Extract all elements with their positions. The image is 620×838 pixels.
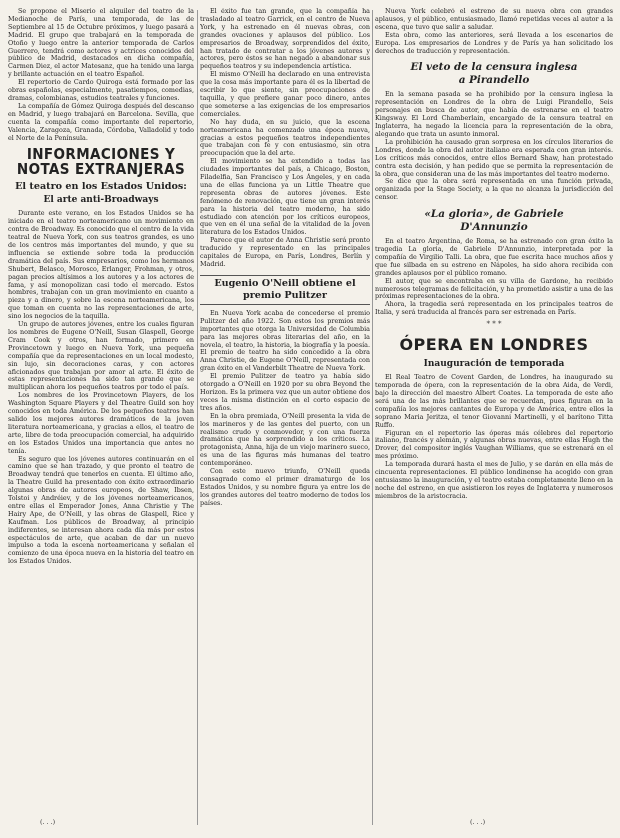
paragraph: Nueva York celebró el estreno de su nueva obra con grandes aplausos, y el público, entusiasmado, llamó repetidas veces al autor a la escena, que tuvo que salir a saludar. (375, 8, 613, 31)
paragraph: La compañía de Gómez Quiroga después del descanso en Madrid, y luego trabajará en Barcelona. Sevilla, que cuenta la compañía como importante del repertorio, Valencia, Zaragoza, Granada, Córdoba, Valladolid y todo el Norte de la Península. (8, 101, 194, 142)
article-title: Eugenio O'Neill obtiene el premio Pulitzer (200, 275, 370, 305)
paragraph: Se dice que la obra será representada en una función privada, organizada por la Stage Society, a la que no alcanza la jurisdicción del censor. (375, 177, 613, 202)
column-1 (8, 8, 194, 828)
paragraph: Se propone el Miserio el alquiler del teatro de la Medianoche de París, una temporada, de las de Septiembre al 15 de Octubre próximos, y luego pasará a Madrid. El grupo que trabajará en la temporada de Otoño y luego entre la anterior temporada de Carlos Guerrero, tendrá como actores y actrices conocidos del público de Madrid, destacados en dicha compañía, Carmen Diez, el actor Matesanz, que ha tenido una larga y brillante actuación en el teatro Español. (8, 8, 194, 79)
column-2 (200, 8, 370, 828)
paragraph: Es seguro que los jóvenes autores continuarán en el camino que se han trazado, y que pronto el teatro de Broadway tendrá que tenerlos en cuenta. El último año, la Theatre Guild ha presentado con éxito extraordinario algunas obras de autores europeos, de Shaw, Ibsen, Tolstoi y Andréiev, y de los jóvenes norteamericanos, entre ellas el Emperador Jones, Anna Christie y The Hairy Ape, de O'Neill, y las obras de Glaspell, Rice y Kaufman. Los públicos de Broadway, al principio indiferentes, se interesan ahora cada día más por estos espectáculos de arte, que acaban de dar un nuevo impulso a toda la escena norteamericana y señalan el comienzo de una época nueva en la historia del teatro en los Estados Unidos. (8, 454, 194, 566)
article-title: El teatro en los Estados Unidos: (15, 181, 187, 193)
paragraph: Esta obra, como las anteriores, será llevada a los escenarios de Europa. Los empresarios de Londres y de París ya han solicitado los derechos de traducción y representación. (375, 30, 613, 55)
paragraph: Parece que el autor de Anna Christie será pronto traducido y representado en las principales capitales de Europa, en París, Londres, Berlín y Madrid. (200, 236, 370, 268)
column-rule (372, 10, 373, 825)
paragraph: El Real Teatro de Covent Garden, de Londres, ha inaugurado su temporada de ópera, con la representación de la obra Aida, de Verdi, bajo la dirección del maestro Albert Coates. La temporada de este año será una de las más brillantes que se recuerdan, pues figuran en la compañía los mejores cantantes de Europa y de América, entre ellos la soprano Maria Jeritza, el tenor Giovanni Martinelli, y el barítono Titta Ruffo. (375, 373, 613, 429)
paragraph: El mismo O'Neill ha declarado en una entrevista que la cosa más importante para él es la libertad de escribir lo que siente, sin preocupaciones de taquilla, y que prefiere ganar poco dinero, antes que someterse a las exigencias de los empresarios comerciales. (200, 70, 370, 118)
paragraph: El repertorio de Cardo Quiroga está formado por las obras españolas, especialmente, pasatiempos, comedias, dramas, colombianas, estudios teatrales y funciones. (8, 78, 194, 102)
section-title: INFORMACIONES Y NOTAS EXTRANJERAS (16, 145, 186, 179)
article-title: «La gloria», de Gabriele (424, 208, 564, 221)
paragraph: Ahora, la tragedia será representada en los principales teatros de Italia, y será traducida al francés para ser estrenada en París. (375, 300, 613, 317)
paragraph: En el teatro Argentina, de Roma, se ha estrenado con gran éxito la tragedia La gloria, de Gabriele D'Annunzio, interpretada por la compañía de Virgilio Talli. La obra, que fue escrita hace muchos años y que fue silbada en su estreno en Nápoles, ha sido ahora recibida con grandes aplausos por el público romano. (375, 237, 613, 277)
paragraph: La temporada durará hasta el mes de Julio, y se darán en ella más de cincuenta representaciones. El público londinense ha acogido con gran entusiasmo la inauguración, y el teatro estaba completamente lleno en la noche del estreno, en que asistieron los reyes de Inglaterra y numerosos miembros de la aristocracia. (375, 460, 613, 500)
paragraph: El autor, que se encontraba en su villa de Gardone, ha recibido numerosos telegramas de felicitación, y ha prometido asistir a una de las próximas representaciones de la obra. (375, 276, 613, 301)
paragraph: Durante este verano, en los Estados Unidos se ha iniciado en el teatro norteamericano un movimiento en contra de Broadway. Es conocido que el centro de la vida teatral de Nueva York, con sus teatros grandes, es uno de los centros más importantes del mundo, y que su influencia se extiende sobre toda la producción dramática del país. Sus empresarios, como los hermanos Shubert, Belasco, Morosco, Erlanger, Frohman, y otros, pagan precios altísimos a los autores y a los actores de fama, y así monopolizan casi todo el mercado. Estos hombres, trabajan con un gran movimiento en cuanto a pieza y a dinero, y sobre la escena norteamericana, los que toman en cuenta no las representaciones de arte, sino los negocios de la taquilla. (8, 209, 194, 321)
paragraph: No hay duda, en su juicio, que la escena norteamericana ha comenzado una época nueva, gracias a estos pequeños teatros independientes que trabajan con fe y con entusiasmo, sin otra preocupación que la del arte. (200, 117, 370, 158)
footer-mark: (. . .) (40, 818, 56, 826)
separator: * * * (486, 320, 502, 329)
footer-mark: (. . .) (470, 818, 486, 826)
paragraph: El premio Pulitzer de teatro ya había sido otorgado a O'Neill en 1920 por su obra Beyond the Horizon. Es la primera vez que un autor obtiene dos veces la misma distinción en el corto espacio de tres años. (200, 372, 370, 412)
paragraph: El éxito fue tan grande, que la compañía ha trasladado al teatro Garrick, en el centro de Nueva York, y ha estrenado en él nuevas obras, con grandes ovaciones y aplausos del público. Los empresarios de Broadway, sorprendidos del éxito, han tratado de contratar a los jóvenes autores y actores, pero éstos se han negado a abandonar sus pequeños teatros y su independencia artística. (200, 8, 370, 71)
column-3 (375, 8, 613, 828)
article-subtitle: Inauguración de temporada (423, 359, 565, 370)
article-title-line2: D'Annunzio (460, 221, 528, 234)
paragraph: El movimiento se ha extendido a todas las ciudades importantes del país, a Chicago, Boston, Filadelfia, San Francisco y Los Ángeles, y en cada una de ellas funciona ya un Little Theatre que representa obras de autores jóvenes. Este fenómeno de renovación, que tiene un gran interés para la historia del teatro moderno, ha sido estudiado con atención por los críticos europeos, que ven en él una señal de la vitalidad de la joven literatura de los Estados Unidos. (200, 157, 370, 237)
article-subtitle: El arte anti-Broadways (43, 195, 159, 206)
paragraph: En la semana pasada se ha prohibido por la censura inglesa la representación en Londres de la obra de Luigi Pirandello, Seis personajes en busca de autor, que había de estrenarse en el teatro Kingsway. El Lord Chamberlain, encargado de la censura teatral en Inglaterra, ha negado la licencia para la representación de la obra, alegando que trata un asunto inmoral. (375, 90, 613, 138)
paragraph: Los nombres de los Provincetown Players, de los Washington Square Players y del Theatre Guild son hoy conocidos en toda América. De los pequeños teatros han salido los mejores autores dramáticos de la joven literatura norteamericana, y gracias a ellos, el teatro de arte, libre de toda preocupación comercial, ha adquirido en los Estados Unidos una importancia que antes no tenía. (8, 391, 194, 455)
paragraph: En la obra premiada, O'Neill presenta la vida de los marineros y de las gentes del puerto, con un realismo crudo y conmovedor, y con una fuerza dramática que ha sorprendido a los críticos. La protagonista, Anna, hija de un viejo marinero sueco, es una de las figuras más humanas del teatro contemporáneo. (200, 411, 370, 468)
paragraph: Un grupo de autores jóvenes, entre los cuales figuran los nombres de Eugene O'Neill, Susan Glaspell, George Cram Cook y otros, han formado, primero en Provincetown y luego en Nueva York, una pequeña compañía que da representaciones en un local modesto, sin lujo, sin decoraciones caras, y con actores aficionados que trabajan por amor al arte. El éxito de estas representaciones ha sido tan grande que se multiplican ahora los pequeños teatros por todo el país. (8, 320, 194, 392)
paragraph: La prohibición ha causado gran sorpresa en los círculos literarios de Londres, donde la obra del autor italiano era esperada con gran interés. Los críticos más conocidos, entre ellos Bernard Shaw, han protestado contra esta decisión, y han pedido que se permita la representación de la obra, que consideran una de las más importantes del teatro moderno. (375, 137, 613, 178)
paragraph: En Nueva York acaba de concederse el premio Pulitzer del año 1922. Son estos los premios más importantes que otorga la Universidad de Columbia para las mejores obras literarias del año, en la novela, el teatro, la historia, la biografía y la poesía. El premio de teatro ha sido concedido a la obra Anna Christie, de Eugene O'Neill, representada con gran éxito en el Vanderbilt Theatre de Nueva York. (200, 308, 370, 373)
paragraph: Figuran en el repertorio las óperas más célebres del repertorio italiano, francés y alemán, y algunas obras nuevas, entre ellas Hugh the Drover, del compositor inglés Vaughan Williams, que se estrenará en el mes próximo. (375, 428, 613, 461)
section-title: ÓPERA EN LONDRES (399, 335, 589, 355)
article-title-line2: a Pirandello (458, 74, 530, 87)
column-rule (197, 10, 198, 825)
paragraph: Con este nuevo triunfo, O'Neill queda consagrado como el primer dramaturgo de los Estados Unidos, y su nombre figura ya entre los de los grandes autores del teatro moderno de todos los países. (200, 467, 370, 507)
article-title: El veto de la censura inglesa (410, 61, 578, 74)
